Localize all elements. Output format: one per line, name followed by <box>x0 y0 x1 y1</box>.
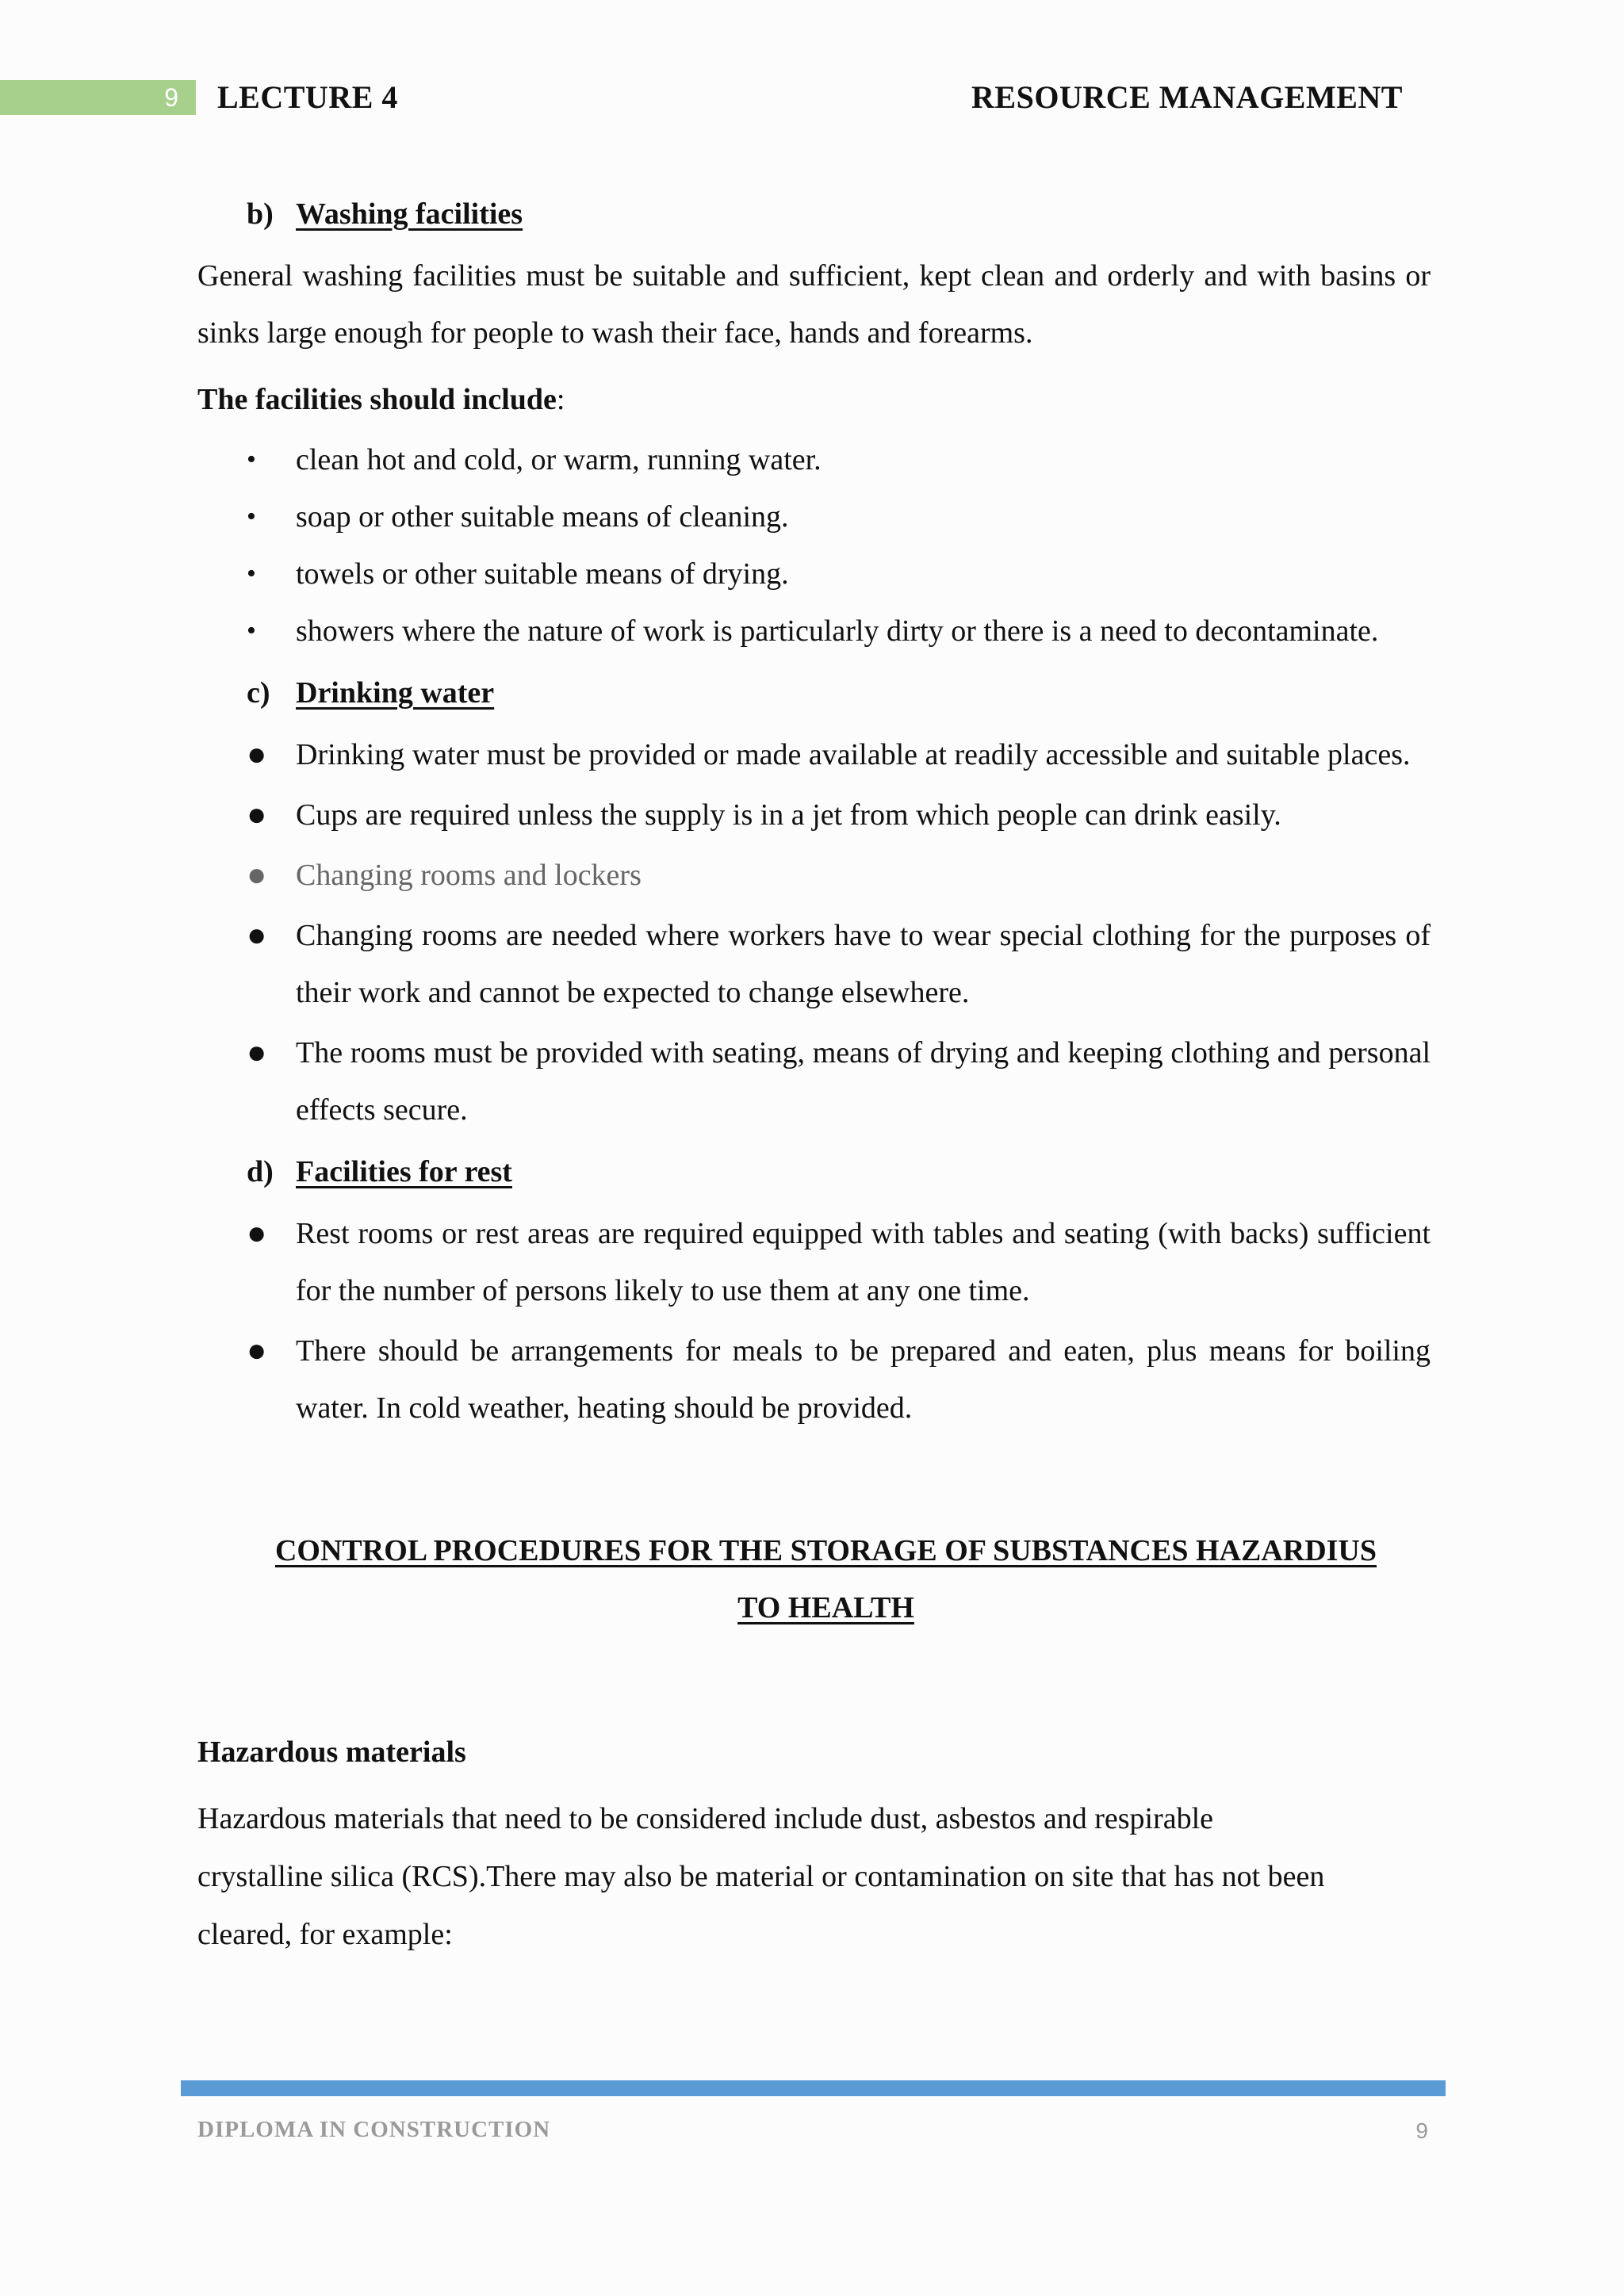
list-item: ● Changing rooms and lockers <box>197 847 1431 904</box>
bullet-icon: ● <box>247 1035 267 1071</box>
control-heading-line-2: TO HEALTH <box>737 1591 914 1624</box>
header-page-number: 9 <box>0 80 196 115</box>
bullet-icon: • <box>247 559 256 588</box>
list-item: • towels or other suitable means of drying. <box>197 545 1431 603</box>
bullet-icon: • <box>247 502 256 531</box>
washing-intro-paragraph: General washing facilities must be suitable and sufficient, kept clean and orderly and with basins or sinks large enough for people to wash their face, hands and forearms. <box>197 259 1431 350</box>
rest-list <box>197 1205 1431 1437</box>
list-item: ● Cups are required unless the supply is in a jet from which people can drink easily. <box>197 786 1431 844</box>
hazardous-paragraph-line-2: crystalline silica (RCS).There may also be material or contamination on site that has not been <box>197 1860 1325 1893</box>
section-title: Facilities for rest <box>296 1155 512 1188</box>
footer-page-number: 9 <box>1415 2118 1428 2143</box>
section-letter: b) <box>247 197 274 231</box>
footer-course-title: DIPLOMA IN CONSTRUCTION <box>197 2117 551 2142</box>
bullet-icon: ● <box>247 917 267 954</box>
section-heading-rest <box>247 1148 1431 1196</box>
section-title: Drinking water <box>296 676 495 710</box>
list-item: ● Rest rooms or rest areas are required equipped with tables and seating (with backs) sufficient for the number of persons likely to use them at any one time. <box>197 1205 1431 1319</box>
bullet-icon: ● <box>247 857 267 894</box>
list-item: • soap or other suitable means of cleaning. <box>197 488 1431 545</box>
footer-divider-bar <box>181 2080 1446 2096</box>
facilities-include-label: The facilities should include: <box>197 383 565 416</box>
section-heading-washing <box>247 190 1431 238</box>
bullet-icon: ● <box>247 1333 267 1369</box>
control-procedures-heading <box>221 1522 1431 1636</box>
drinking-list <box>197 726 1431 1138</box>
header-subject-title: RESOURCE MANAGEMENT <box>971 79 1403 115</box>
washing-list <box>197 431 1431 660</box>
hazardous-materials-heading: Hazardous materials <box>197 1735 466 1769</box>
list-item: • showers where the nature of work is particularly dirty or there is a need to decontaminate. <box>197 603 1431 660</box>
hazardous-paragraph-line-3: cleared, for example: <box>197 1918 453 1951</box>
control-heading-line-1: CONTROL PROCEDURES FOR THE STORAGE OF SUBSTANCES HAZARDIUS <box>274 1534 1377 1567</box>
section-letter: d) <box>247 1155 274 1188</box>
list-item: ● There should be arrangements for meals to be prepared and eaten, plus means for boiling water. In cold weather, heating should be provided. <box>197 1322 1431 1437</box>
hazardous-paragraph-line-1: Hazardous materials that need to be considered include dust, asbestos and respirable <box>197 1802 1214 1835</box>
bullet-icon: ● <box>247 797 267 833</box>
section-title: Washing facilities <box>296 197 523 231</box>
list-item: • clean hot and cold, or warm, running water. <box>197 431 1431 488</box>
page-content <box>197 190 1431 1964</box>
bullet-icon: ● <box>247 1215 267 1252</box>
list-item: ● The rooms must be provided with seating, means of drying and keeping clothing and personal effects secure. <box>197 1024 1431 1138</box>
bullet-icon: • <box>247 616 256 645</box>
section-heading-drinking <box>247 669 1431 717</box>
header-lecture-title: LECTURE 4 <box>217 79 398 115</box>
bullet-icon: • <box>247 445 256 474</box>
list-item: ● Drinking water must be provided or made available at readily accessible and suitable places. <box>197 726 1431 783</box>
section-letter: c) <box>247 676 270 710</box>
bullet-icon: ● <box>247 737 267 773</box>
list-item: ● Changing rooms are needed where workers have to wear special clothing for the purposes of their work and cannot be expected to change elsewhere. <box>197 907 1431 1021</box>
